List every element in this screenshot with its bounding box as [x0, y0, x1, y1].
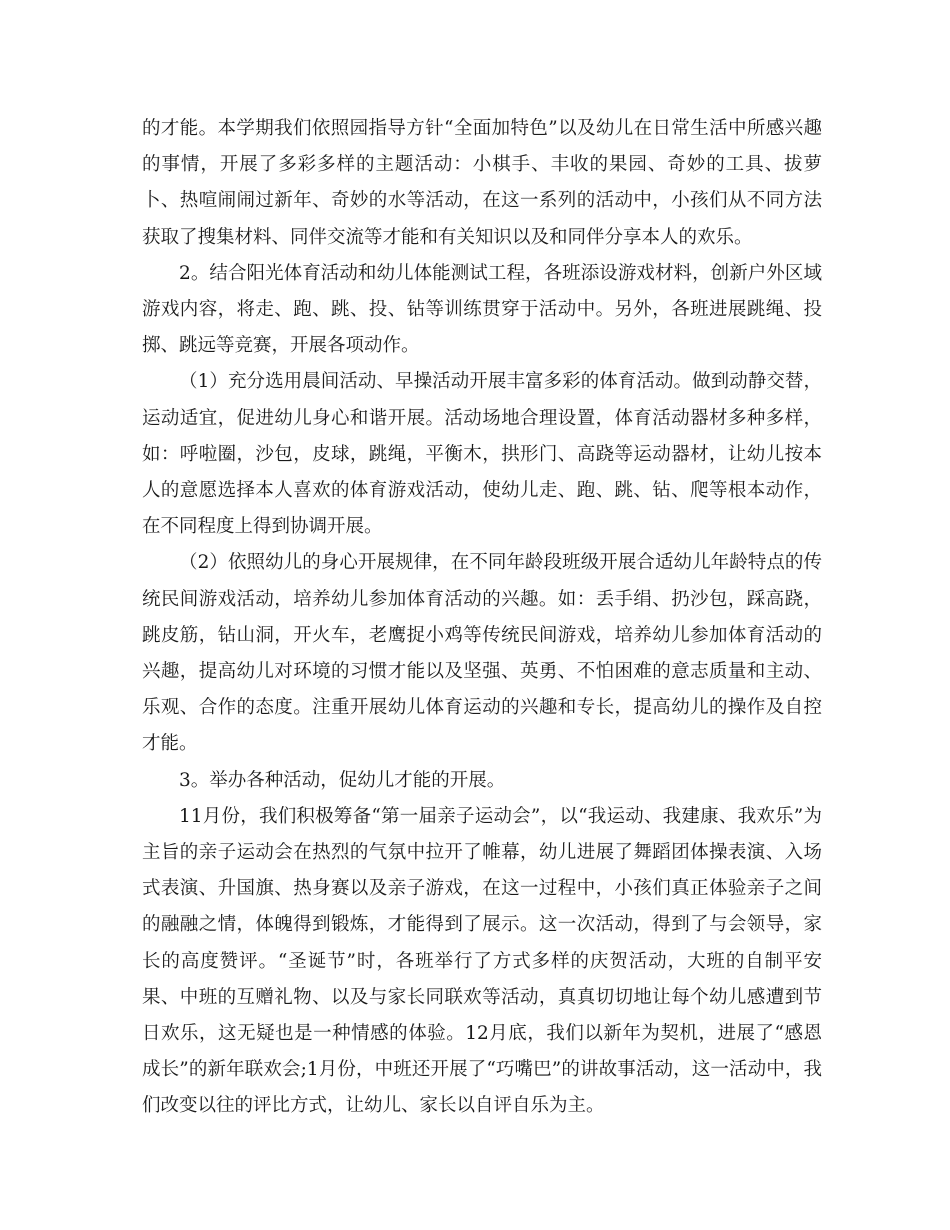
paragraph-folk-games: （2）依照幼儿的身心开展规律，在不同年龄段班级开展合适幼儿年龄特点的传统民间游戏活动，培养幼儿参加体育活动的兴趣。如：丢手绢、扔沙包，踩高跷，跳皮筋，钻山洞，开火车，老鹰捉小鸡等传统民间游戏，培养幼儿参加体育活动的兴趣，提高幼儿对环境的习惯才能以及坚强、英勇、不怕困难的意志质量和主动、乐观、合作的态度。注重开展幼儿体育运动的兴趣和专长，提高幼儿的操作及自控才能。 — [142, 552, 822, 755]
paragraph-various-activities: 3。举办各种活动，促幼儿才能的开展。 — [179, 769, 506, 791]
document-body — [142, 111, 822, 1125]
paragraph-talents-themes: 的才能。本学期我们依照园指导方针“全面加特色”以及幼儿在日常生活中所感兴趣的事情，开展了多彩多样的主题活动：小棋手、丰收的果园、奇妙的工具、拔萝卜、热喧闹闹过新年、奇妙的水等活动，在这一系列的活动中，小孩们从不同方法获取了搜集材料、同伴交流等才能和有关知识以及和同伴分享本人的欢乐。 — [142, 118, 822, 248]
paragraph-sports-meeting: 11月份，我们积极筹备“第一届亲子运动会”，以“我运动、我建康、我欢乐”为主旨的亲子运动会在热烈的气氛中拉开了帷幕，幼儿进展了舞蹈团体操表演、入场式表演、升国旗、热身赛以及亲子游戏，在这一过程中，小孩们真正体验亲子之间的融融之情，体魄得到锻炼，才能得到了展示。这一次活动，得到了与会领导，家长的高度赞评。“圣诞节”时，各班举行了方式多样的庆贺活动，大班的自制平安果、中班的互赠礼物、以及与家长同联欢等活动，真真切切地让每个幼儿感遭到节日欢乐，这无疑也是一种情感的体验。12月底，我们以新年为契机，进展了“感恩成长”的新年联欢会;1月份，中班还开展了“巧嘴巴”的讲故事活动，这一活动中，我们改变以往的评比方式，让幼儿、家长以自评自乐为主。 — [142, 805, 822, 1117]
paragraph-sunshine-sports: 2。结合阳光体育活动和幼儿体能测试工程，各班添设游戏材料，创新户外区域游戏内容，将走、跑、跳、投、钻等训练贯穿于活动中。另外，各班进展跳绳、投掷、跳远等竞赛，开展各项动作。 — [142, 262, 822, 357]
paragraph-morning-activities: （1）充分选用晨间活动、早操活动开展丰富多彩的体育活动。做到动静交替，运动适宜，促进幼儿身心和谐开展。活动场地合理设置，体育活动器材多种多样，如：呼啦圈，沙包，皮球，跳绳，平衡木，拱形门、高跷等运动器材，让幼儿按本人的意愿选择本人喜欢的体育游戏活动，使幼儿走、跑、跳、钻、爬等根本动作，在不同程度上得到协调开展。 — [142, 371, 822, 538]
